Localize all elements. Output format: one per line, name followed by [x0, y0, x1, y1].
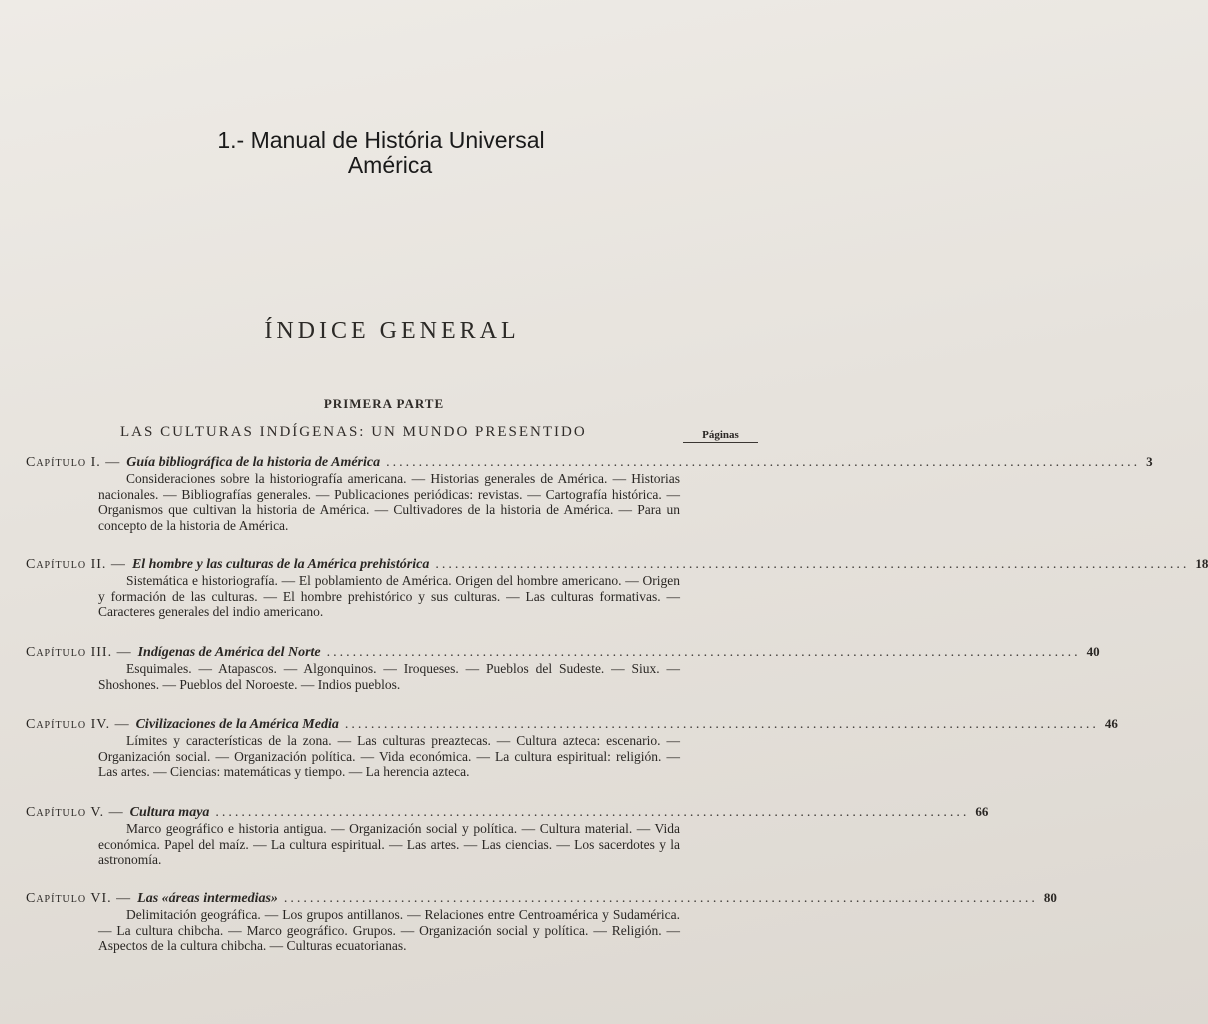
overlay-line-1: 1.- Manual de História Universal — [217, 127, 545, 153]
overlay-caption — [0, 128, 768, 178]
chapter-title: Civilizaciones de la América Media — [135, 717, 339, 732]
chapter-page-number: 3 — [1146, 454, 1153, 469]
dot-leader: .................................................................................................................... — [386, 455, 1141, 470]
chapter-label: Capítulo I. — — [26, 455, 121, 470]
dot-leader: .................................................................................................................... — [215, 805, 970, 820]
chapter-entry — [26, 890, 1057, 954]
chapter-label: Capítulo V. — — [26, 805, 124, 820]
chapter-heading-line — [26, 716, 1118, 733]
chapter-title: Las «áreas intermedias» — [137, 891, 278, 906]
chapter-page-number: 46 — [1104, 716, 1118, 731]
chapter-page-number: 40 — [1086, 644, 1100, 659]
chapter-description: Esquimales. — Atapascos. — Algonquinos. — Iroqueses. — Pueblos del Sudeste. — Siux. — Shoshones. — Pueblos del Noroeste. — Indios pueblos. — [98, 661, 680, 692]
chapter-description: Delimitación geográfica. — Los grupos antillanos. — Relaciones entre Centroamérica y Sudamérica. — La cultura chibcha. — Marco geográfico. Grupos. — Organización social y política. — Religión. — Aspectos de la cultura chibcha. — Culturas ecuatorianas. — [98, 907, 680, 954]
chapter-description: Límites y características de la zona. — Las culturas preaztecas. — Cultura azteca: escenario. — Organización social. — Organización política. — Vida económica. — La cultura espiritual: religión. — Las artes. — Ciencias: matemáticas y tiempo. — La herencia azteca. — [98, 733, 680, 780]
chapter-entry — [26, 644, 1100, 692]
chapter-label: Capítulo II. — — [26, 557, 126, 572]
chapter-description: Consideraciones sobre la historiografía americana. — Historias generales de América. — Historias nacionales. — Bibliografías generales. — Publicaciones periódicas: revistas. — Cartografía histórica. — Organismos que cultivan la historia de América. — Cultivadores de la historia de América. — Para un concepto de la historia de América. — [98, 471, 680, 533]
chapter-entry — [26, 454, 1153, 533]
dot-leader: .................................................................................................................... — [435, 557, 1190, 572]
dot-leader: .................................................................................................................... — [283, 891, 1038, 906]
chapter-label: Capítulo IV. — — [26, 717, 130, 732]
chapter-title: Guía bibliográfica de la historia de América — [126, 455, 381, 470]
chapter-description: Sistemática e historiografía. — El poblamiento de América. Origen del hombre americano. — Origen y formación de las culturas. — El hombre prehistórico y sus culturas. — Las culturas formativas. — Caracteres generales del indio americano. — [98, 573, 680, 620]
chapter-page-number: 66 — [975, 804, 989, 819]
chapter-label: Capítulo VI. — — [26, 891, 132, 906]
chapter-heading-line — [26, 804, 989, 821]
chapter-label: Capítulo III. — — [26, 645, 132, 660]
chapter-title: Cultura maya — [129, 805, 210, 820]
chapter-title: El hombre y las culturas de la América prehistórica — [131, 557, 430, 572]
chapter-entry — [26, 716, 1118, 780]
part-heading: PRIMERA PARTE — [323, 396, 445, 411]
chapter-heading-line — [26, 644, 1100, 661]
index-title: ÍNDICE GENERAL — [264, 318, 520, 344]
chapter-description: Marco geográfico e historia antigua. — Organización social y política. — Cultura material. — Vida económica. Papel del maíz. — La cultura espiritual. — Las artes. — Las ciencias. — Los sacerdotes y la astronomía. — [98, 821, 680, 868]
chapter-page-number: 80 — [1043, 890, 1057, 905]
chapter-entry — [26, 804, 989, 868]
chapter-heading-line — [26, 556, 1208, 573]
part-subtitle: LAS CULTURAS INDÍGENAS: UN MUNDO PRESENTIDO — [120, 424, 587, 440]
dot-leader: .................................................................................................................... — [326, 645, 1081, 660]
chapter-page-number: 18 — [1195, 556, 1208, 571]
chapter-title: Indígenas de América del Norte — [137, 645, 321, 660]
dot-leader: .................................................................................................................... — [344, 717, 1099, 732]
chapter-entry — [26, 556, 1208, 620]
pages-column-header: Páginas — [683, 429, 758, 443]
overlay-line-2: América — [347, 152, 433, 178]
chapter-heading-line — [26, 890, 1057, 907]
chapter-heading-line — [26, 454, 1153, 471]
